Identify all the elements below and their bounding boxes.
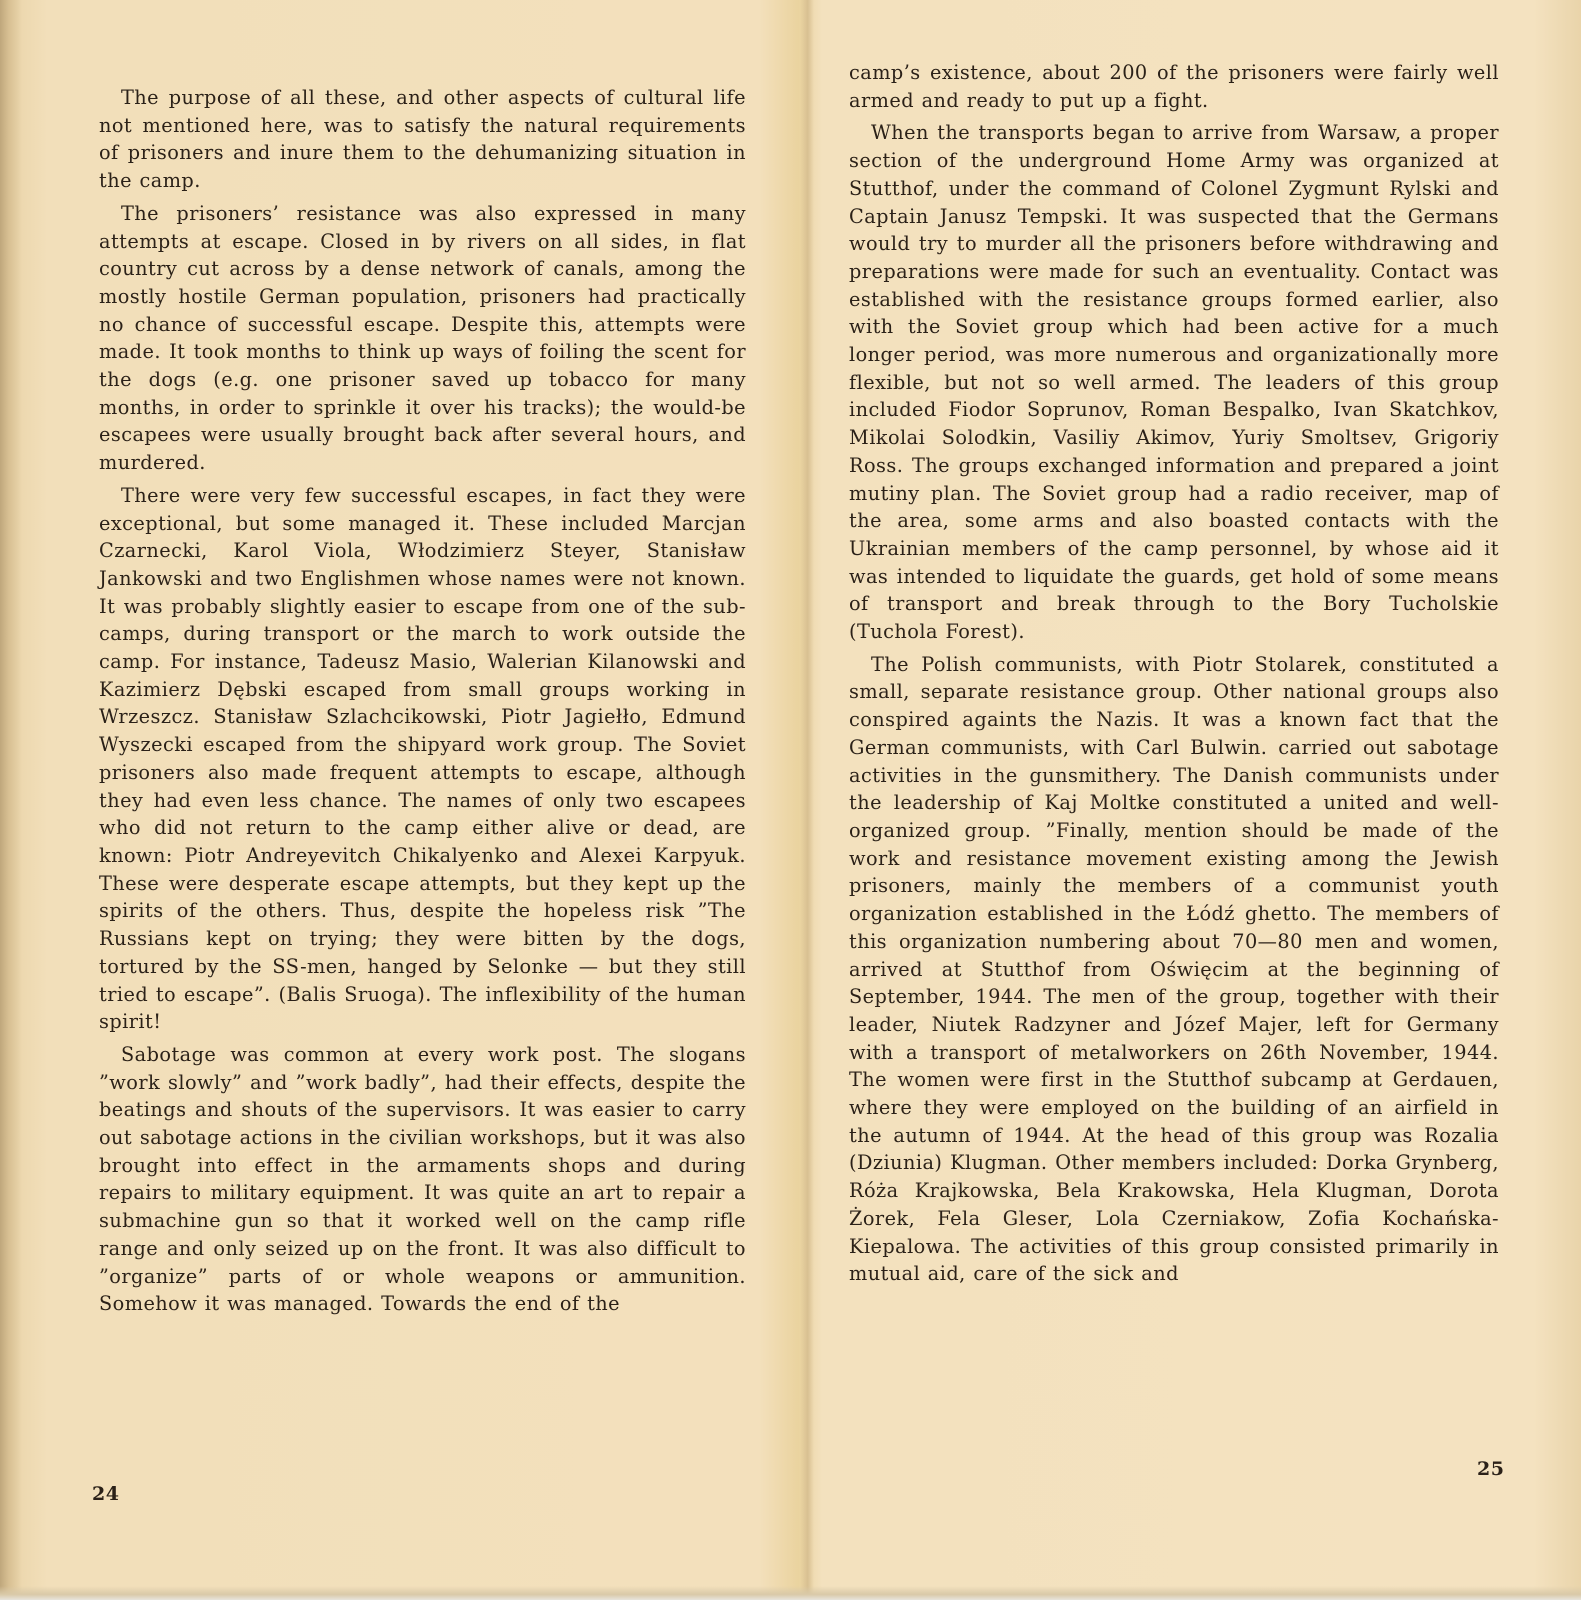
paragraph: When the transports began to arrive from Warsaw, a proper section of the underground Home Army was organized at Stutthof, under the command of Colonel Zygmunt Rylski and Captain Janusz Tempski. It was suspected that the Germans would try to murder all the prisoners before withdrawing and preparations were made for such an eventuality. Contact was established with the resistance groups formed earlier, also with the Soviet group which had been active for a much longer period, was more numerous and organizationally more flexible, but not so well armed. The leaders of this group included Fiodor Soprunov, Roman Bespalko, Ivan Skatchkov, Mikolai Solodkin, Vasiliy Akimov, Yuriy Smoltsev, Grigoriy Ross. The groups exchanged information and prepared a joint mutiny plan. The Soviet group had a radio receiver, map of the area, some arms and also boasted contacts with the Ukrainian members of the camp personnel, by whose aid it was intended to liquidate the guards, get hold of some means of transport and break through to the Bory Tucholskie (Tuchola Forest). bbox=[849, 121, 1499, 644]
page-number-right: 25 bbox=[1477, 1458, 1505, 1480]
right-page bbox=[814, 0, 1581, 1600]
page-number-left: 24 bbox=[92, 1483, 120, 1505]
paragraph: The Polish communists, with Piotr Stolarek, constituted a small, separate resistance group. Other national groups also conspired againts the Nazis. It was a known fact that the German communists, with Carl Bulwin. carried out sabotage activities in the gunsmithery. The Danish communists under the leadership of Kaj Moltke constituted a united and well-organized group. ”Finally, mention should be made of the work and resistance movement existing among the Jewish prisoners, mainly the members of a communist youth organization established in the Łódź ghetto. The members of this organization numbering about 70—80 men and women, arrived at Stutthof from Oświęcim at the beginning of September, 1944. The men of the group, together with their leader, Niutek Radzyner and Józef Majer, left for Germany with a transport of metalworkers on 26th November, 1944. The women were first in the Stutthof subcamp at Gerdauen, where they were employed on the building of an airfield in the autumn of 1944. At the head of this group was Rozalia (Dziunia) Klugman. Other members included: Dorka Grynberg, Róża Krajkowska, Bela Krakowska, Hela Klugman, Dorota Żorek, Fela Gleser, Lola Czerniakow, Zofia Kochańska-Kiepalowa. The activities of this group consisted primarily in mutual aid, care of the sick and bbox=[849, 652, 1499, 1286]
paragraph: Sabotage was common at every work post. The slogans ”work slowly” and ”work badly”, had their effects, despite the beatings and shouts of the supervisors. It was easier to carry out sabotage actions in the civilian workshops, but it was also brought into effect in the armaments shops and during repairs to military equipment. It was quite an art to repair a submachine gun so that it worked well on the camp rifle range and only seized up on the front. It was also difficult to ”organize” parts of or whole weapons or ammunition. Somehow it was managed. Towards the end of the bbox=[99, 1042, 746, 1316]
page-bottom-edge bbox=[0, 1586, 1581, 1600]
right-page-text bbox=[849, 59, 1499, 1288]
paragraph: There were very few successful escapes, in fact they were exceptional, but some managed it. These included Marcjan Czarnecki, Karol Viola, Włodzimierz Steyer, Stanisław Jankowski and two Englishmen whose names were not known. It was probably slightly easier to escape from one of the sub-camps, during transport or the march to work outside the camp. For instance, Tadeusz Masio, Walerian Kilanowski and Kazimierz Dębski escaped from small groups working in Wrzeszcz. Stanisław Szlachcikowski, Piotr Jagiełło, Edmund Wyszecki escaped from the shipyard work group. The Soviet prisoners also made frequent attempts to escape, although they had even less chance. The names of only two escapees who did not return to the camp either alive or dead, are known: Piotr Andreyevitch Chikalyenko and Alexei Karpyuk. These were desperate escape attempts, but they kept up the spirits of the others. Thus, despite the hopeless risk ”The Russians kept on trying; they were bitten by the dogs, tortured by the SS-men, hanged by Selonke — but they still tried to escape”. (Balis Sruoga). The inflexibility of the human spirit! bbox=[99, 483, 746, 1034]
paragraph: The prisoners’ resistance was also expressed in many attempts at escape. Closed in by rivers on all sides, in flat country cut across by a dense network of canals, among the mostly hostile German population, prisoners had practically no chance of successful escape. Despite this, attempts were made. It took months to think up ways of foiling the scent for the dogs (e.g. one prisoner saved up tobacco for many months, in order to sprinkle it over his tracks); the would-be escapees were usually brought back after several hours, and murdered. bbox=[99, 201, 746, 475]
paragraph: camp’s existence, about 200 of the prisoners were fairly well armed and ready to put up a fight. bbox=[849, 61, 1499, 112]
left-page-text bbox=[99, 84, 746, 1318]
book-gutter bbox=[800, 0, 814, 1600]
paragraph: The purpose of all these, and other aspects of cultural life not mentioned here, was to satisfy the natural requirements of prisoners and inure them to the dehumanizing situation in the camp. bbox=[99, 86, 746, 193]
